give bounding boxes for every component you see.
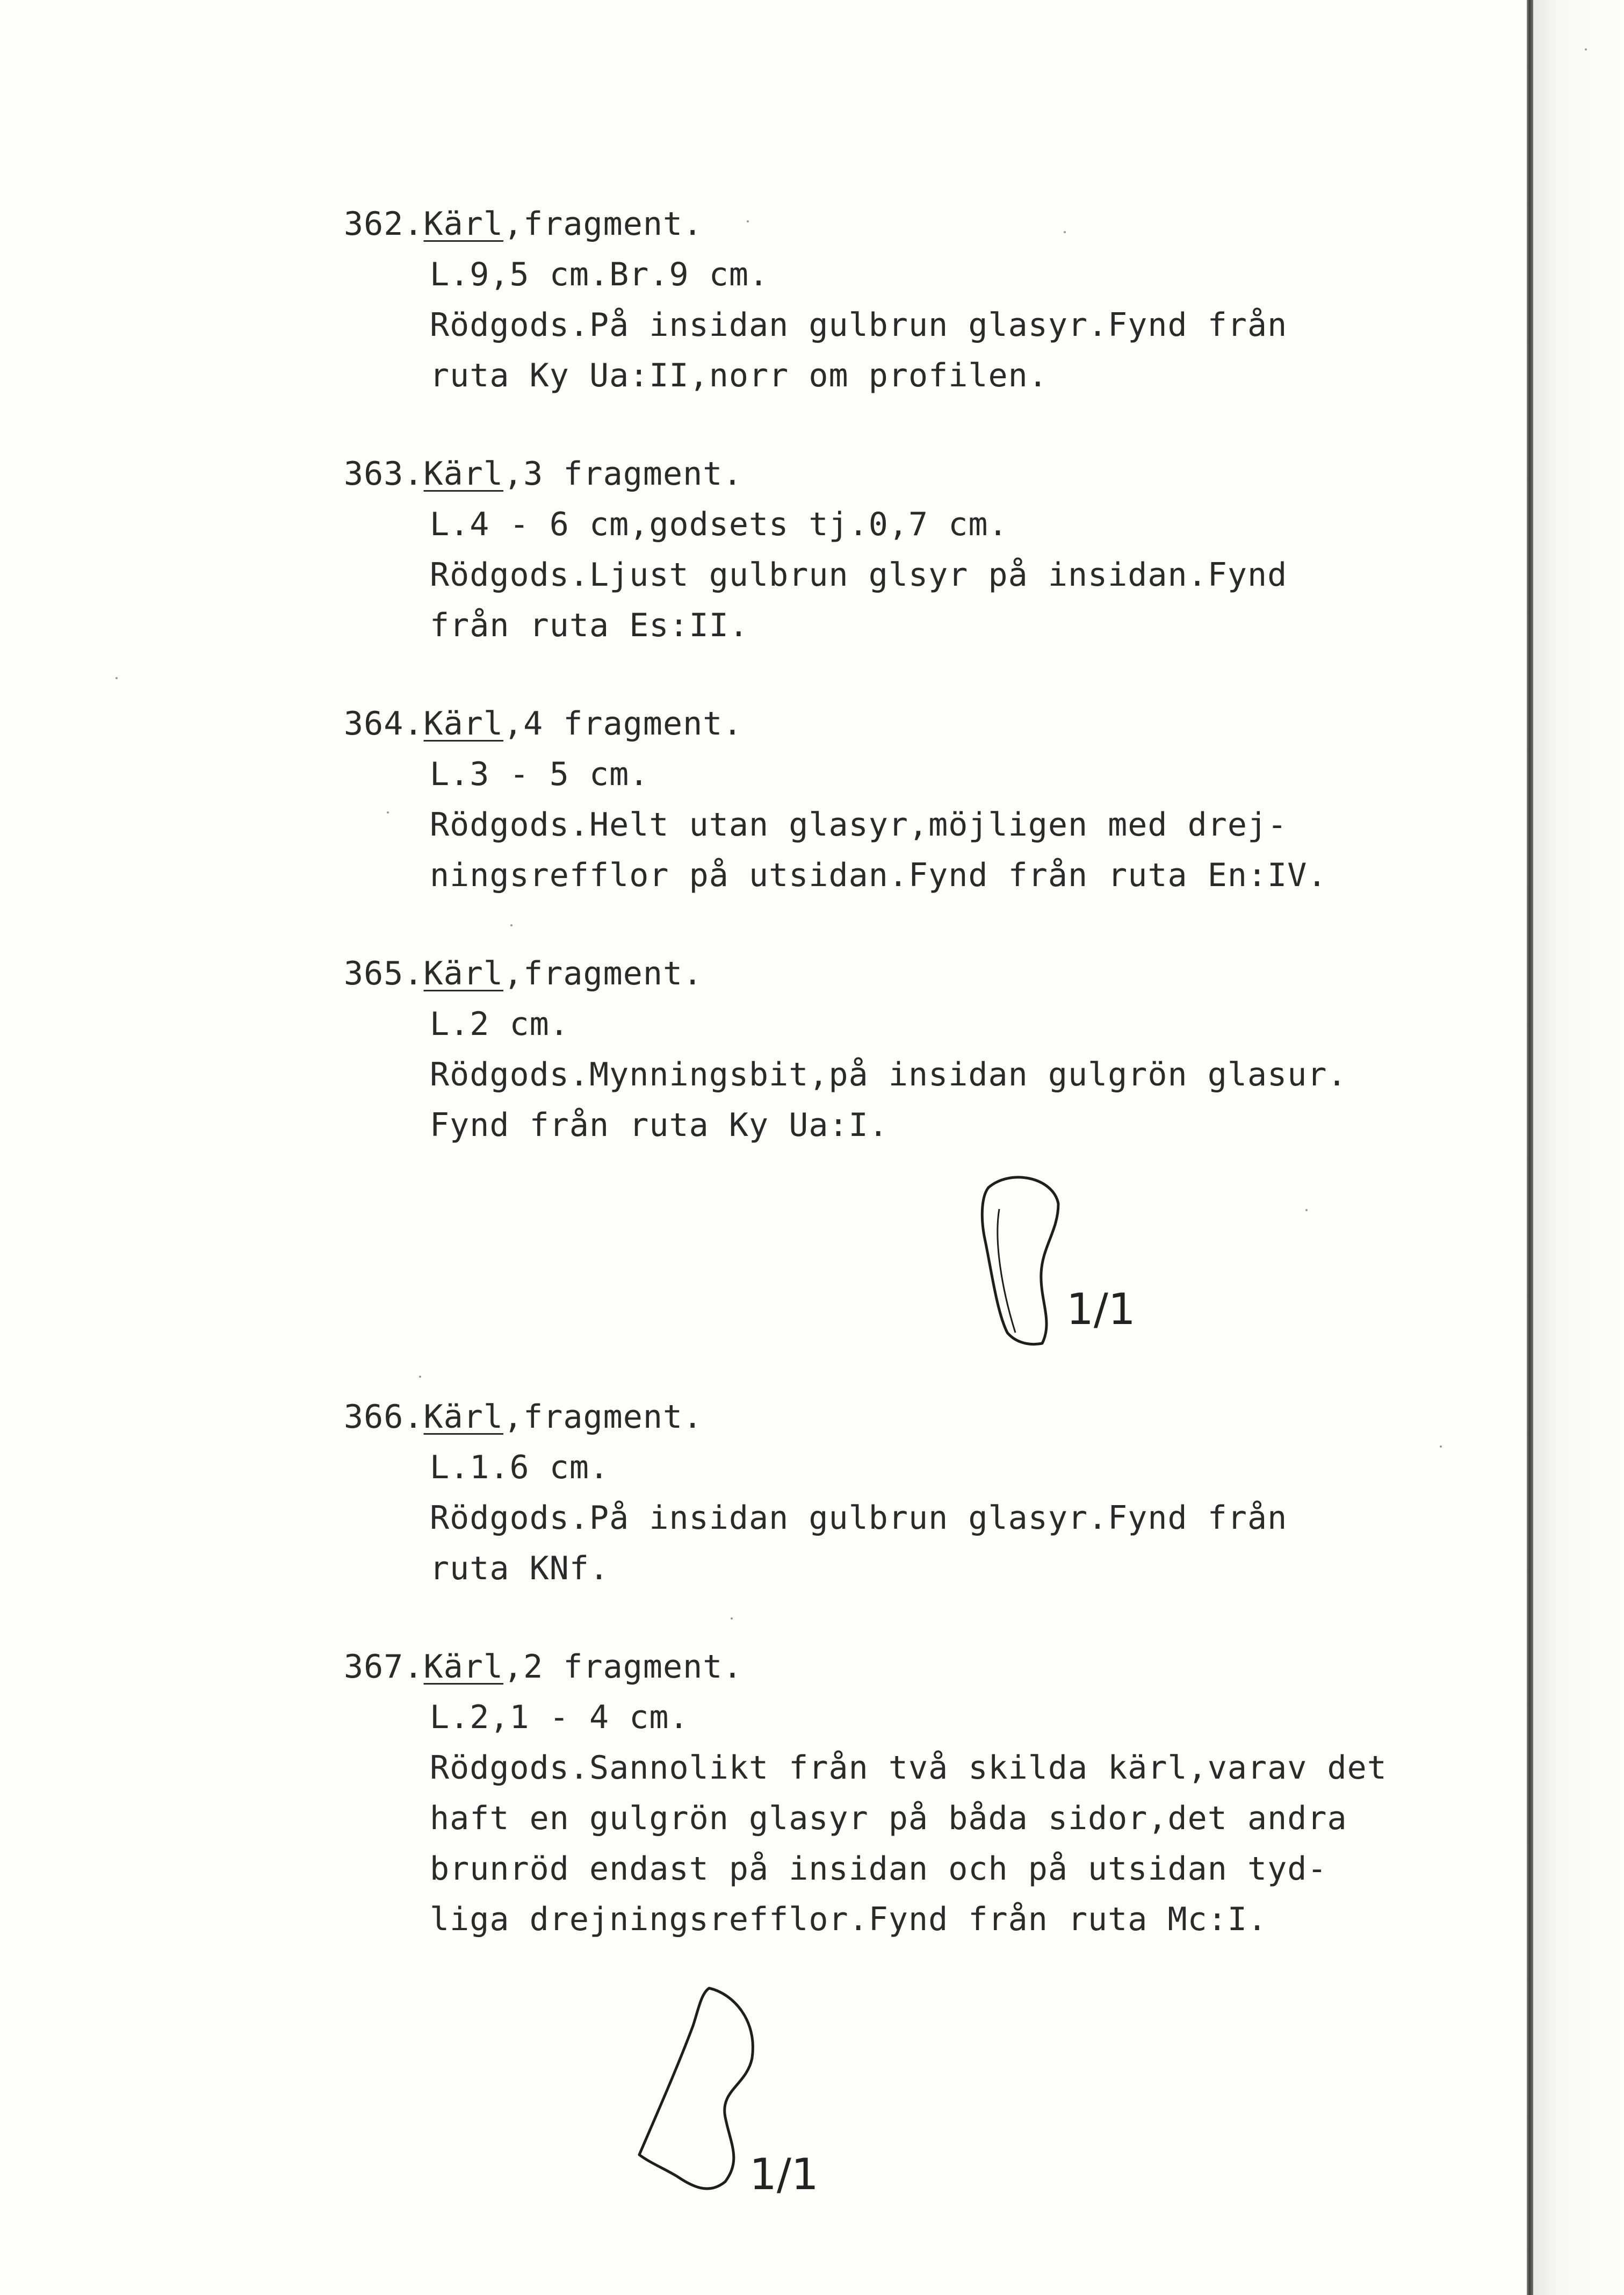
scan-speck: [731, 1617, 733, 1620]
object-name: Kärl: [423, 705, 503, 743]
entry-line: Rödgods.Ljust gulbrun glsyr på insidan.Fynd: [430, 556, 1288, 594]
catalog-entry-366: [344, 1392, 1418, 1594]
entry-line: L.2 cm.: [430, 1005, 569, 1043]
catalog-entry-365: [344, 948, 1418, 1150]
entry-line: Fynd från ruta Ky Ua:I.: [430, 1106, 889, 1144]
entry-heading-rest: ,4 fragment.: [503, 705, 743, 743]
scan-speck: [116, 677, 118, 679]
entry-line: från ruta Es:II.: [430, 607, 749, 644]
object-name: Kärl: [423, 455, 503, 493]
page-binding-edge: [1527, 0, 1533, 2295]
scan-speck: [419, 1376, 421, 1378]
entry-heading: [344, 449, 1418, 499]
object-name: Kärl: [423, 1648, 503, 1686]
entry-line: brunröd endast på insidan och på utsidan tyd-: [430, 1850, 1327, 1888]
entry-heading-rest: ,3 fragment.: [503, 455, 743, 493]
entry-number: 364.: [344, 705, 424, 743]
catalog-entry-367: [344, 1642, 1418, 1945]
sherd-profile-drawing-365: [978, 1171, 1064, 1354]
entry-line: Rödgods.På insidan gulbrun glasyr.Fynd från: [430, 306, 1288, 344]
drawing-scale-label: 1/1: [1066, 1284, 1136, 1334]
entry-line: ningsrefflor på utsidan.Fynd från ruta En:IV.: [430, 857, 1327, 894]
entry-heading: [344, 948, 1418, 999]
entry-line: L.4 - 6 cm,godsets tj.0,7 cm.: [430, 506, 1008, 543]
entry-number: 362.: [344, 205, 424, 243]
entry-heading-rest: ,fragment.: [503, 955, 703, 992]
entry-heading-rest: ,fragment.: [503, 205, 703, 243]
entry-heading: [344, 199, 1418, 249]
scan-speck: [387, 811, 389, 814]
entry-line: L.1.6 cm.: [430, 1449, 610, 1486]
entry-heading-rest: ,2 fragment.: [503, 1648, 743, 1686]
entry-line: L.2,1 - 4 cm.: [430, 1699, 689, 1736]
entry-line: haft en gulgrön glasyr på båda sidor,det andra: [430, 1800, 1347, 1837]
entry-line: L.3 - 5 cm.: [430, 756, 649, 793]
catalog-entry-363: [344, 449, 1418, 651]
drawing-scale-label: 1/1: [749, 2149, 819, 2199]
sherd-profile-drawing-367: [634, 1983, 763, 2203]
entry-heading: [344, 1392, 1418, 1442]
object-name: Kärl: [423, 1398, 503, 1436]
scan-speck: [1585, 48, 1587, 51]
object-name: Kärl: [423, 955, 503, 992]
entry-line: L.9,5 cm.Br.9 cm.: [430, 256, 769, 293]
entry-line: liga drejningsrefflor.Fynd från ruta Mc:I.: [430, 1901, 1268, 1938]
entry-line: Rödgods.Mynningsbit,på insidan gulgrön glasur.: [430, 1056, 1347, 1093]
entry-number: 363.: [344, 455, 424, 493]
entry-number: 365.: [344, 955, 424, 992]
scan-speck: [1440, 1445, 1442, 1448]
page-margin-shadow: [1533, 0, 1624, 2295]
scan-speck: [510, 924, 513, 926]
entry-heading-rest: ,fragment.: [503, 1398, 703, 1436]
entry-line: Rödgods.Helt utan glasyr,möjligen med drej-: [430, 806, 1288, 844]
scan-speck: [747, 220, 749, 222]
entry-heading: [344, 699, 1418, 749]
entry-line: Rödgods.Sannolikt från två skilda kärl,varav det: [430, 1749, 1387, 1787]
object-name: Kärl: [423, 205, 503, 243]
entry-heading: [344, 1642, 1418, 1692]
catalog-entry-364: [344, 699, 1418, 901]
catalog-entry-362: [344, 199, 1418, 401]
entry-number: 367.: [344, 1648, 424, 1686]
entry-line: ruta Ky Ua:II,norr om profilen.: [430, 357, 1048, 394]
scan-speck: [1064, 231, 1066, 233]
entry-number: 366.: [344, 1398, 424, 1436]
entry-line: Rödgods.På insidan gulbrun glasyr.Fynd från: [430, 1499, 1288, 1537]
entry-line: ruta KNf.: [430, 1550, 610, 1587]
scan-speck: [1305, 1209, 1308, 1211]
